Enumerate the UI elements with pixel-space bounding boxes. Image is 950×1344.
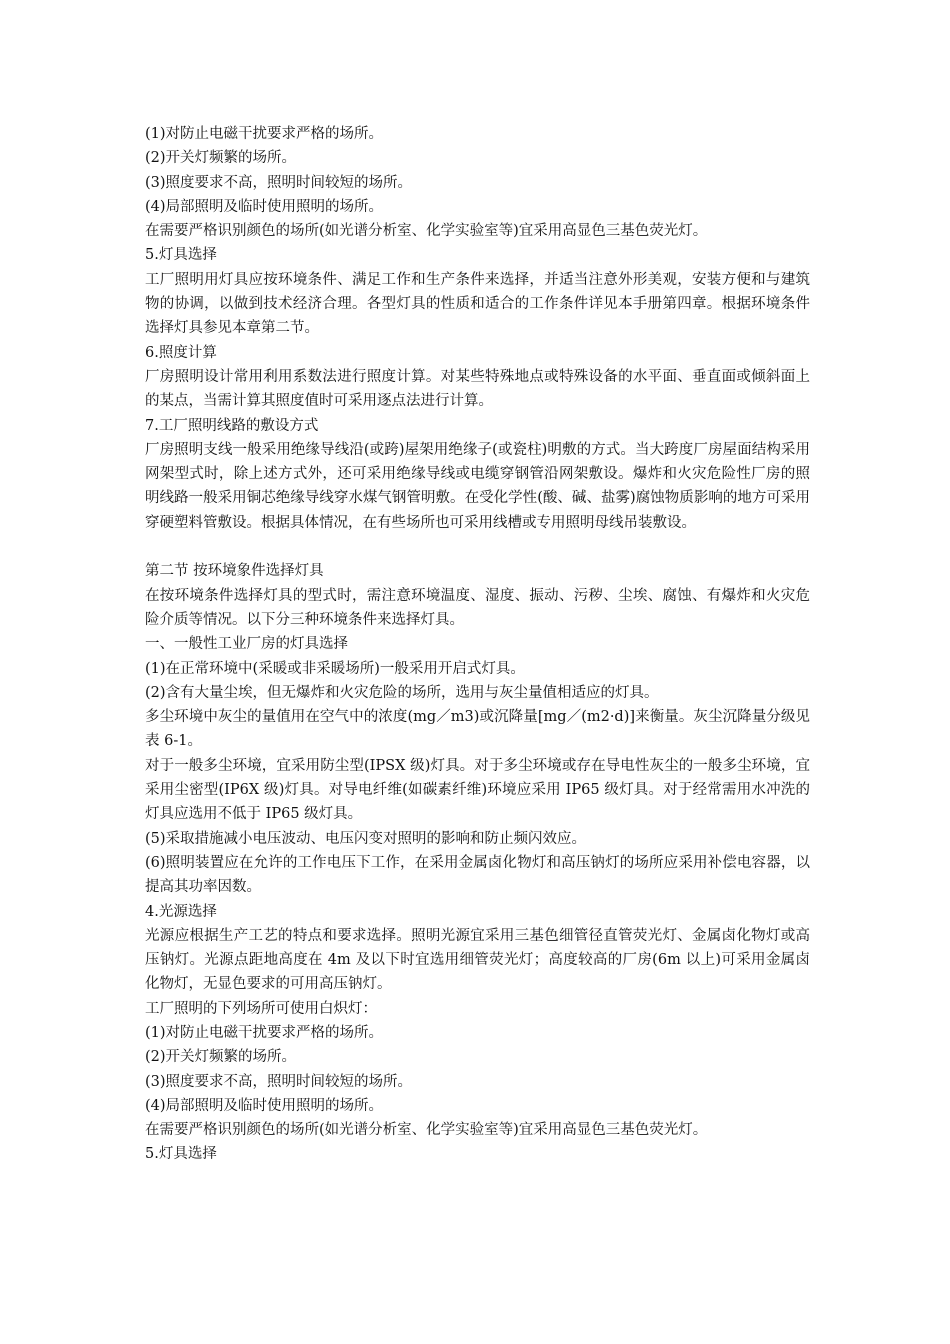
paragraph: 多尘环境中灰尘的量值用在空气中的浓度(mg／m3)或沉降量[mg／(m2·d)]来衡量。灰尘沉降量分级见表 6-1。 — [145, 709, 810, 750]
section-heading: 一、一般性工业厂房的灯具选择 — [145, 636, 348, 653]
paragraph: 光源应根据生产工艺的特点和要求选择。照明光源宜采用三基色细管径直管荧光灯、金属卤化物灯或高压钠灯。光源点距地高度在 4m 及以下时宜选用细管荧光灯；高度较高的厂房(6m 以上)可采用金属卤化物灯，无显色要求的可用高压钠灯。 — [145, 927, 810, 993]
paragraph: (3)照度要求不高，照明时间较短的场所。 — [145, 1073, 413, 1090]
paragraph: 工厂照明的下列场所可使用白炽灯： — [145, 1000, 377, 1017]
blank-line — [145, 535, 810, 559]
paragraph: (1)在正常环境中(采暖或非采暖场所)一般采用开启式灯具。 — [145, 660, 525, 677]
paragraph: (4)局部照明及临时使用照明的场所。 — [145, 1097, 384, 1114]
section-heading: 4.光源选择 — [145, 903, 217, 920]
paragraph: 在按环境条件选择灯具的型式时，需注意环境温度、湿度、振动、污秽、尘埃、腐蚀、有爆炸和火灾危险介质等情况。以下分三种环境条件来选择灯具。 — [145, 587, 810, 628]
section-heading: 6.照度计算 — [145, 344, 217, 361]
paragraph: (1)对防止电磁干扰要求严格的场所。 — [145, 126, 384, 142]
section-heading: 5.灯具选择 — [145, 1146, 217, 1163]
paragraph: 对于一般多尘环境，宜采用防尘型(IPSX 级)灯具。对于多尘环境或存在导电性灰尘的一般多尘环境，宜采用尘密型(IP6X 级)灯具。对导电纤维(如碳素纤维)环境应采用 IP65 级灯具。对于经常需用水冲洗的灯具应选用不低于 IP65 级灯具。 — [145, 757, 810, 823]
paragraph: (1)对防止电磁干扰要求严格的场所。 — [145, 1024, 384, 1041]
section-heading: 7.工厂照明线路的敷设方式 — [145, 417, 319, 434]
paragraph: 厂房照明支线一般采用绝缘导线沿(或跨)屋架用绝缘子(或瓷柱)明敷的方式。当大跨度厂房屋面结构采用网架型式时，除上述方式外，还可采用绝缘导线或电缆穿钢管沿网架敷设。爆炸和火灾危险性厂房的照明线路一般采用铜芯绝缘导线穿水煤气钢管明敷。在受化学性(酸、碱、盐雾)腐蚀物质影响的地方可采用穿硬塑料管敷设。根据具体情况，在有些场所也可采用线槽或专用照明母线吊装敷设。 — [145, 441, 810, 531]
paragraph: (2)开关灯频繁的场所。 — [145, 150, 297, 167]
chapter-heading: 第二节 按环境象件选择灯具 — [145, 563, 324, 580]
paragraph: (2)含有大量尘埃，但无爆炸和火灾危险的场所，选用与灰尘量值相适应的灯具。 — [145, 684, 659, 701]
paragraph: 工厂照明用灯具应按环境条件、满足工作和生产条件来选择，并适当注意外形美观，安装方便和与建筑物的协调，以做到技术经济合理。各型灯具的性质和适合的工作条件详见本手册第四章。根据环境条件选择灯具参见本章第二节。 — [145, 271, 810, 337]
paragraph: (5)采取措施减小电压波动、电压闪变对照明的影响和防止频闪效应。 — [145, 830, 587, 847]
paragraph: 在需要严格识别颜色的场所(如光谱分析室、化学实验室等)宜采用高显色三基色荧光灯。 — [145, 223, 708, 240]
paragraph: 在需要严格识别颜色的场所(如光谱分析室、化学实验室等)宜采用高显色三基色荧光灯。 — [145, 1122, 708, 1139]
section-heading: 5.灯具选择 — [145, 247, 217, 264]
paragraph: 厂房照明设计常用利用系数法进行照度计算。对某些特殊地点或特殊设备的水平面、垂直面或倾斜面上的某点，当需计算其照度值时可采用逐点法进行计算。 — [145, 368, 810, 410]
paragraph: (4)局部照明及临时使用照明的场所。 — [145, 198, 384, 215]
paragraph: (6)照明装置应在允许的工作电压下工作，在采用金属卤化物灯和高压钠灯的场所应采用补偿电容器，以提高其功率因数。 — [145, 854, 810, 896]
paragraph: (3)照度要求不高，照明时间较短的场所。 — [145, 174, 413, 191]
paragraph: (2)开关灯频繁的场所。 — [145, 1049, 297, 1066]
document-body — [145, 122, 810, 1167]
